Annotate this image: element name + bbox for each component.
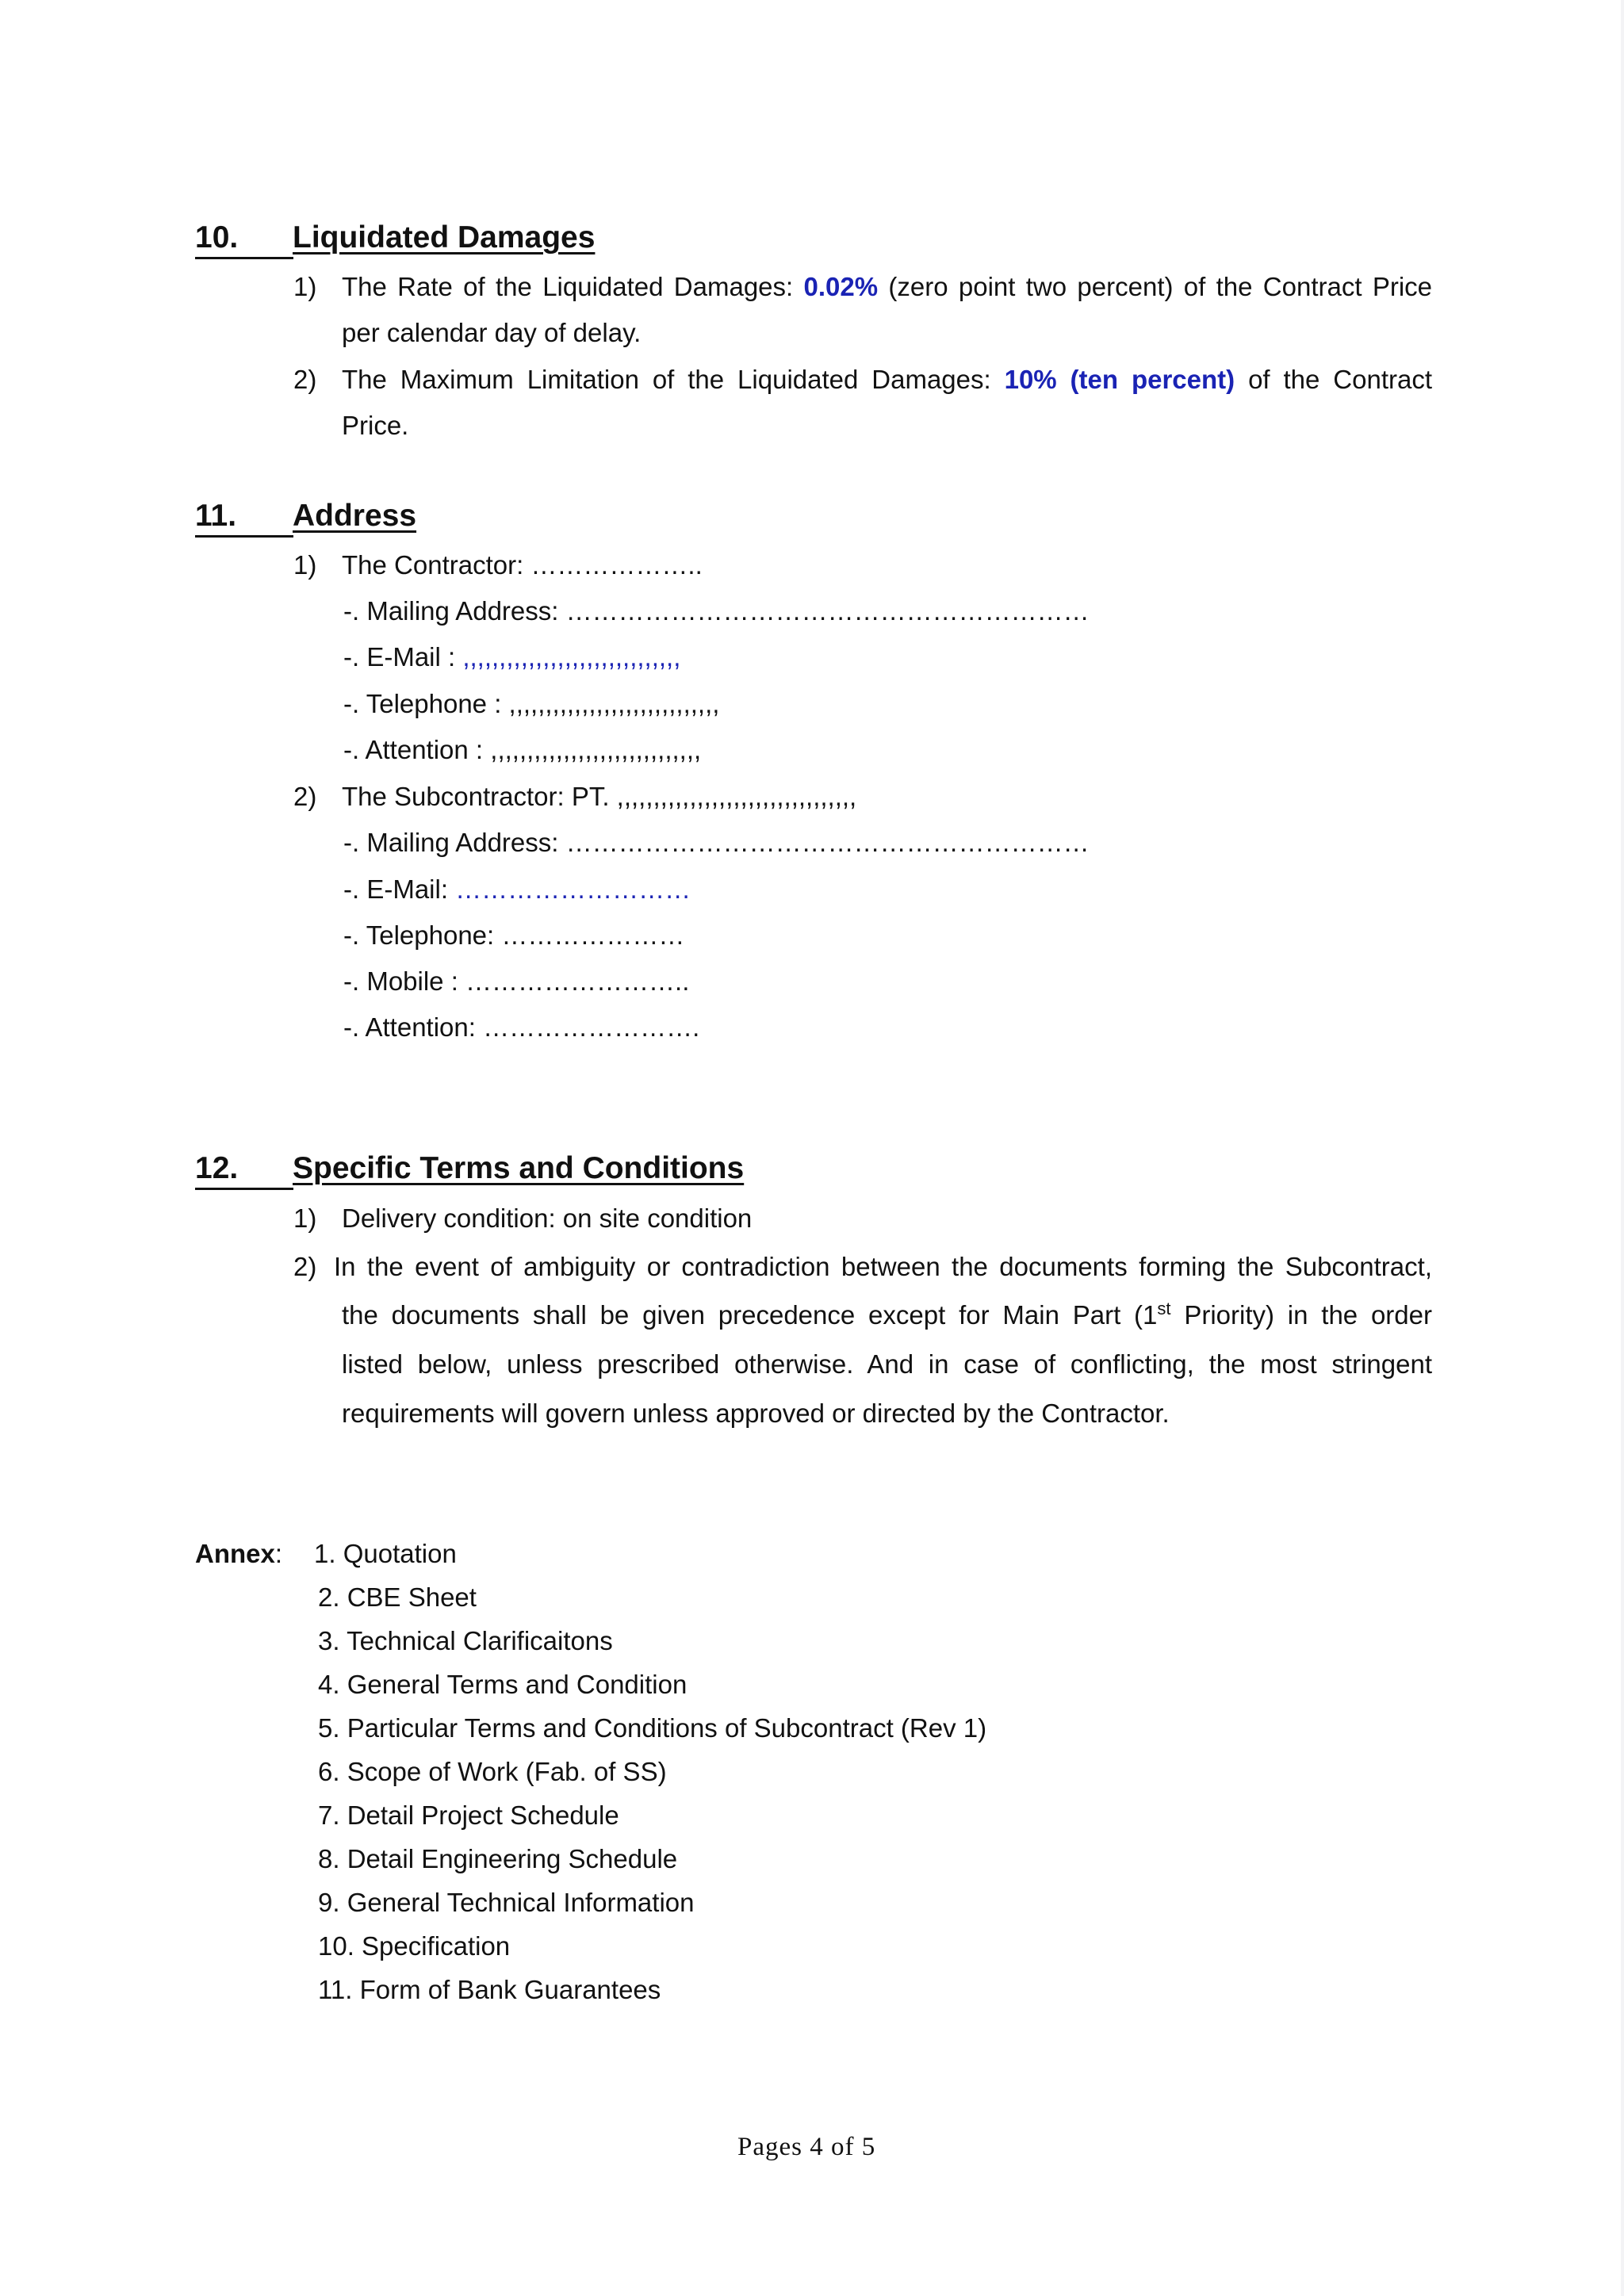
- section-title: Liquidated Damages: [293, 220, 596, 254]
- delivery-condition: Delivery condition: on site condition: [342, 1203, 753, 1233]
- section-12-heading: [195, 1151, 829, 1191]
- annex-item: 2. CBE Sheet: [318, 1582, 477, 1612]
- annex-item: 6. Scope of Work (Fab. of SS): [318, 1757, 667, 1786]
- annex-item: 7. Detail Project Schedule: [318, 1800, 619, 1830]
- contractor-attention: -. Attention : ,,,,,,,,,,,,,,,,,,,,,,,,,,,,,: [343, 735, 702, 764]
- contractor-email: -. E-Mail : ,,,,,,,,,,,,,,,,,,,,,,,,,,,,,,: [343, 642, 681, 672]
- ld-rate-value: 0.02%: [803, 272, 879, 301]
- subcontractor-mailing-address: -. Mailing Address: ……………………………………………………: [343, 828, 1090, 857]
- section-10-heading: [195, 220, 671, 260]
- precedence-line-2: the documents shall be given precedence except for Main Part (1st Priority) in the order: [342, 1299, 1432, 1330]
- annex-item: 9. General Technical Information: [318, 1888, 695, 1917]
- section-number: 11.: [195, 499, 237, 533]
- ld-max-value: 10% (ten percent): [1004, 365, 1235, 394]
- precedence-line-1: In the event of ambiguity or contradiction between the documents forming the Subcontract,: [334, 1252, 1432, 1281]
- page-edge-shadow: [1621, 0, 1624, 2296]
- list-marker: 1): [293, 272, 317, 301]
- ld-max-continuation: Price.: [342, 411, 409, 440]
- contractor-label: The Contractor: ………………..: [342, 550, 703, 580]
- contractor-telephone: -. Telephone : ,,,,,,,,,,,,,,,,,,,,,,,,,,,,,: [343, 689, 720, 718]
- section-title: Address: [293, 499, 417, 533]
- annex-item: 4. General Terms and Condition: [318, 1670, 688, 1699]
- subcontractor-telephone: -. Telephone: …………………: [343, 920, 685, 950]
- annex-item: 1. Quotation: [314, 1539, 457, 1568]
- annex-item: 11. Form of Bank Guarantees: [318, 1975, 661, 2004]
- precedence-line-4: requirements will govern unless approved or directed by the Contractor.: [342, 1399, 1170, 1428]
- annex-item: 3. Technical Clarificaitons: [318, 1626, 613, 1655]
- subcontractor-mobile: -. Mobile : ……………………..: [343, 966, 690, 996]
- heading-underline: [195, 1188, 293, 1190]
- list-marker: 1): [293, 550, 317, 580]
- list-marker: 2): [293, 365, 317, 394]
- subcontractor-email-value: ………………………: [455, 874, 691, 904]
- ld-rate-line: The Rate of the Liquidated Damages: 0.02% (zero point two percent) of the Contract Price: [342, 272, 1432, 301]
- annex-item: 8. Detail Engineering Schedule: [318, 1844, 678, 1873]
- list-marker: 2): [293, 1252, 317, 1281]
- section-number: 10.: [195, 220, 239, 254]
- ld-rate-continuation: per calendar day of delay.: [342, 318, 642, 347]
- contractor-email-value: ,,,,,,,,,,,,,,,,,,,,,,,,,,,,,,: [462, 642, 681, 672]
- ld-max-line: The Maximum Limitation of the Liquidated Damages: 10% (ten percent) of the Contract: [342, 365, 1433, 394]
- subcontractor-email: -. E-Mail: ………………………: [343, 874, 691, 904]
- list-marker: 1): [293, 1203, 317, 1233]
- annex-item: 10. Specification: [318, 1931, 511, 1961]
- section-11-heading: [195, 499, 671, 538]
- annex-item: 5. Particular Terms and Conditions of Subcontract (Rev 1): [318, 1713, 987, 1743]
- heading-underline: [195, 257, 293, 259]
- section-number: 12.: [195, 1151, 239, 1185]
- annex-label: Annex:: [195, 1539, 283, 1568]
- subcontractor-label: The Subcontractor: PT. ,,,,,,,,,,,,,,,,,,,,,,,,,,,,,,,,,: [342, 782, 857, 811]
- subcontractor-attention: -. Attention: …………………….: [343, 1012, 700, 1042]
- contractor-mailing-address: -. Mailing Address: ……………………………………………………: [343, 596, 1090, 626]
- list-marker: 2): [293, 782, 317, 811]
- page-number: Pages 4 of 5: [737, 2133, 876, 2161]
- section-title: Specific Terms and Conditions: [293, 1151, 745, 1185]
- heading-underline: [195, 535, 293, 538]
- precedence-line-3: listed below, unless prescribed otherwise. And in case of conflicting, the most stringent: [342, 1349, 1432, 1379]
